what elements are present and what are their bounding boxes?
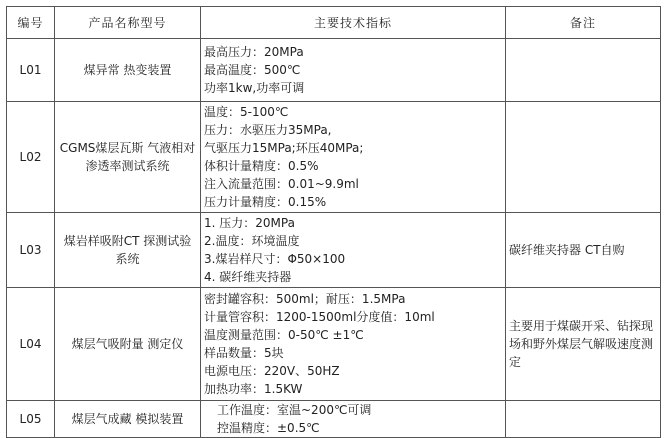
header-spec: 主要技术指标 xyxy=(201,7,506,39)
spec-line: 气驱压力15MPa;环压40MPa; xyxy=(204,141,364,155)
spec-line: 温度测量范围：0-50℃ ±1℃ xyxy=(204,328,364,342)
row-note: 主要用于煤碳开采、钻探现场和野外煤层气解吸速度测定 xyxy=(506,288,661,401)
equipment-spec-table xyxy=(6,6,661,438)
row-name: 煤岩样吸附CT 探测试验系统 xyxy=(55,213,201,288)
row-note: 碳纤维夹持器 CT自购 xyxy=(506,213,661,288)
table-row-l05 xyxy=(7,401,661,438)
row-specs xyxy=(201,213,506,288)
row-note xyxy=(506,401,661,438)
row-specs xyxy=(201,39,506,102)
row-code: L03 xyxy=(7,213,55,288)
spec-line: 加热功率：1.5KW xyxy=(204,382,303,396)
spec-line: 3.煤岩样尺寸：Φ50×100 xyxy=(204,252,346,266)
spec-line: 最高压力：20MPa xyxy=(204,45,304,59)
row-name: 煤层气吸附量 测定仪 xyxy=(55,288,201,401)
row-specs xyxy=(201,401,506,438)
spec-line: 温度：5-100℃ xyxy=(204,105,289,119)
row-code: L01 xyxy=(7,39,55,102)
spec-line: 功率1kw,功率可调 xyxy=(204,81,305,95)
spec-line: 1. 压力：20MPa xyxy=(204,216,295,230)
row-code: L02 xyxy=(7,102,55,213)
header-code: 编号 xyxy=(7,7,55,39)
row-note xyxy=(506,102,661,213)
header-note: 备注 xyxy=(506,7,661,39)
spec-line: 压力：水驱压力35MPa, xyxy=(204,123,332,137)
spec-line: 工作温度：室温~200℃可调 xyxy=(217,403,372,417)
row-note xyxy=(506,39,661,102)
spec-line: 2.温度：环境温度 xyxy=(204,234,300,248)
spec-line: 样品数量：5块 xyxy=(204,346,284,360)
row-name: 煤层气成藏 模拟装置 xyxy=(55,401,201,438)
spec-line: 压力计量精度：0.15% xyxy=(204,195,327,209)
spec-line: 体积计量精度：0.5% xyxy=(204,159,319,173)
spec-line: 最高温度：500℃ xyxy=(204,63,301,77)
row-name: CGMS煤层瓦斯 气液相对渗透率测试系统 xyxy=(55,102,201,213)
spec-line: 电源电压：220V、50HZ xyxy=(204,364,340,378)
spec-line: 控温精度：±0.5℃ xyxy=(217,421,320,435)
table-row-l03 xyxy=(7,213,661,288)
row-name: 煤异常 热变装置 xyxy=(55,39,201,102)
row-specs xyxy=(201,288,506,401)
spec-line: 计量管容积：1200-1500ml分度值：10ml xyxy=(204,310,435,324)
table-header-row xyxy=(7,7,661,39)
header-name: 产品名称型号 xyxy=(55,7,201,39)
table-row-l04 xyxy=(7,288,661,401)
spec-line: 4. 碳纤维夹持器 xyxy=(204,270,292,284)
spec-line: 密封罐容积：500ml；耐压：1.5MPa xyxy=(204,292,406,306)
row-specs xyxy=(201,102,506,213)
table-row-l02 xyxy=(7,102,661,213)
spec-line: 注入流量范围：0.01~9.9ml xyxy=(204,177,359,191)
table-row-l01 xyxy=(7,39,661,102)
row-code: L05 xyxy=(7,401,55,438)
row-code: L04 xyxy=(7,288,55,401)
